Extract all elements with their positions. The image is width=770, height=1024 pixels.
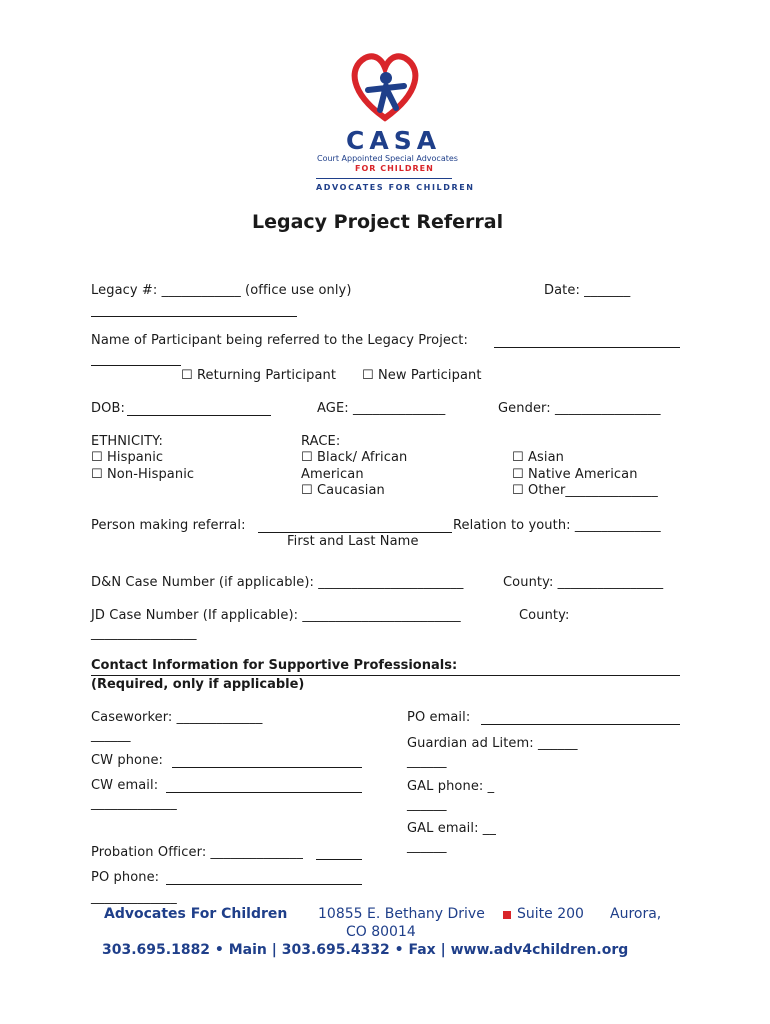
cw-email-field[interactable] <box>166 792 362 793</box>
gal-phone-label: GAL phone: _ <box>407 779 495 794</box>
relation-label: Relation to youth: _____________ <box>453 518 661 533</box>
legacy-date-field[interactable] <box>91 316 297 317</box>
native-american-checkbox[interactable]: ☐ Native American <box>512 467 638 482</box>
new-participant-checkbox[interactable]: ☐ New Participant <box>362 368 482 383</box>
jd-county-field[interactable]: ________________ <box>91 626 197 641</box>
ethnicity-label: ETHNICITY: <box>91 434 163 449</box>
dob-field[interactable] <box>127 415 271 416</box>
dob-label: DOB: <box>91 401 125 416</box>
logo-subtitle: Court Appointed Special Advocates <box>317 154 458 163</box>
participant-name-label: Name of Participant being referred to the Legacy Project: <box>91 333 468 348</box>
participant-name-field-cont[interactable] <box>91 365 181 366</box>
po-email-label: PO email: <box>407 710 471 725</box>
date-label: Date: _______ <box>544 283 631 298</box>
returning-participant-checkbox[interactable]: ☐ Returning Participant <box>181 368 337 383</box>
gal-email-label: GAL email: __ <box>407 821 497 836</box>
footer-address: 10855 E. Bethany Drive <box>318 906 485 922</box>
casa-logo <box>310 48 475 198</box>
po-phone-field-cont[interactable]: _____________ <box>91 890 177 905</box>
po-email-field[interactable] <box>481 724 680 725</box>
po-phone-label: PO phone: <box>91 870 160 885</box>
guardian-ad-litem-field-cont[interactable]: ______ <box>407 754 447 769</box>
caucasian-checkbox[interactable]: ☐ Caucasian <box>301 483 385 498</box>
other-race-checkbox[interactable] <box>512 483 658 498</box>
referral-name-field[interactable] <box>258 532 452 533</box>
jd-county-label: County: <box>519 608 570 623</box>
age-label: AGE: ______________ <box>317 401 446 416</box>
referral-label: Person making referral: <box>91 518 246 533</box>
referral-caption: First and Last Name <box>287 534 419 549</box>
gal-phone-field-cont[interactable]: ______ <box>407 797 447 812</box>
cw-phone-label: CW phone: <box>91 753 164 768</box>
guardian-ad-litem-label: Guardian ad Litem: ______ <box>407 736 578 751</box>
gender-label: Gender: ________________ <box>498 401 661 416</box>
po-phone-field[interactable] <box>166 884 362 885</box>
other-race-field[interactable]: ______________ <box>565 483 658 498</box>
contact-subheading: (Required, only if applicable) <box>91 677 305 692</box>
cw-email-field-cont[interactable]: _____________ <box>91 796 177 811</box>
jd-case-label: JD Case Number (If applicable): ________________________ <box>91 608 461 623</box>
contact-heading: Contact Information for Supportive Professionals: <box>91 658 458 673</box>
page-title: Legacy Project Referral <box>252 211 504 233</box>
probation-officer-field[interactable] <box>316 859 362 860</box>
legacy-number-label: Legacy #: ____________ (office use only) <box>91 283 352 298</box>
caseworker-field-cont[interactable]: ______ <box>91 728 131 743</box>
cw-email-label: CW email: <box>91 778 159 793</box>
race-label: RACE: <box>301 434 341 449</box>
dn-case-label: D&N Case Number (if applicable): ______________________ <box>91 575 464 590</box>
heart-figure-icon <box>310 48 460 128</box>
footer-org: Advocates For Children <box>104 906 288 922</box>
gal-email-field-cont[interactable]: ______ <box>407 839 447 854</box>
square-bullet-icon <box>503 911 511 919</box>
non-hispanic-checkbox[interactable]: ☐ Non-Hispanic <box>91 467 195 482</box>
caseworker-label: Caseworker: _____________ <box>91 710 263 725</box>
cw-phone-field[interactable] <box>172 767 362 768</box>
footer-city: Aurora, <box>610 906 662 922</box>
probation-officer-label: Probation Officer: ______________ <box>91 845 303 860</box>
asian-checkbox[interactable]: ☐ Asian <box>512 450 564 465</box>
other-race-label: ☐ Other <box>512 483 566 498</box>
logo-tagline: ADVOCATES FOR CHILDREN <box>316 183 475 192</box>
black-african-label-cont: American <box>301 467 364 482</box>
footer-contact[interactable]: 303.695.1882 • Main | 303.695.4332 • Fax | www.adv4children.org <box>102 942 629 958</box>
footer-suite: Suite 200 <box>517 906 584 922</box>
footer-zip: CO 80014 <box>346 924 416 940</box>
logo-wordmark: CASA <box>346 126 442 155</box>
logo-divider <box>316 178 452 179</box>
contact-heading-rule <box>91 675 680 676</box>
dn-county-label: County: ________________ <box>503 575 664 590</box>
participant-name-field[interactable] <box>494 347 680 348</box>
hispanic-checkbox[interactable]: ☐ Hispanic <box>91 450 164 465</box>
logo-subtitle-red: FOR CHILDREN <box>355 164 434 173</box>
black-african-checkbox[interactable]: ☐ Black/ African <box>301 450 408 465</box>
